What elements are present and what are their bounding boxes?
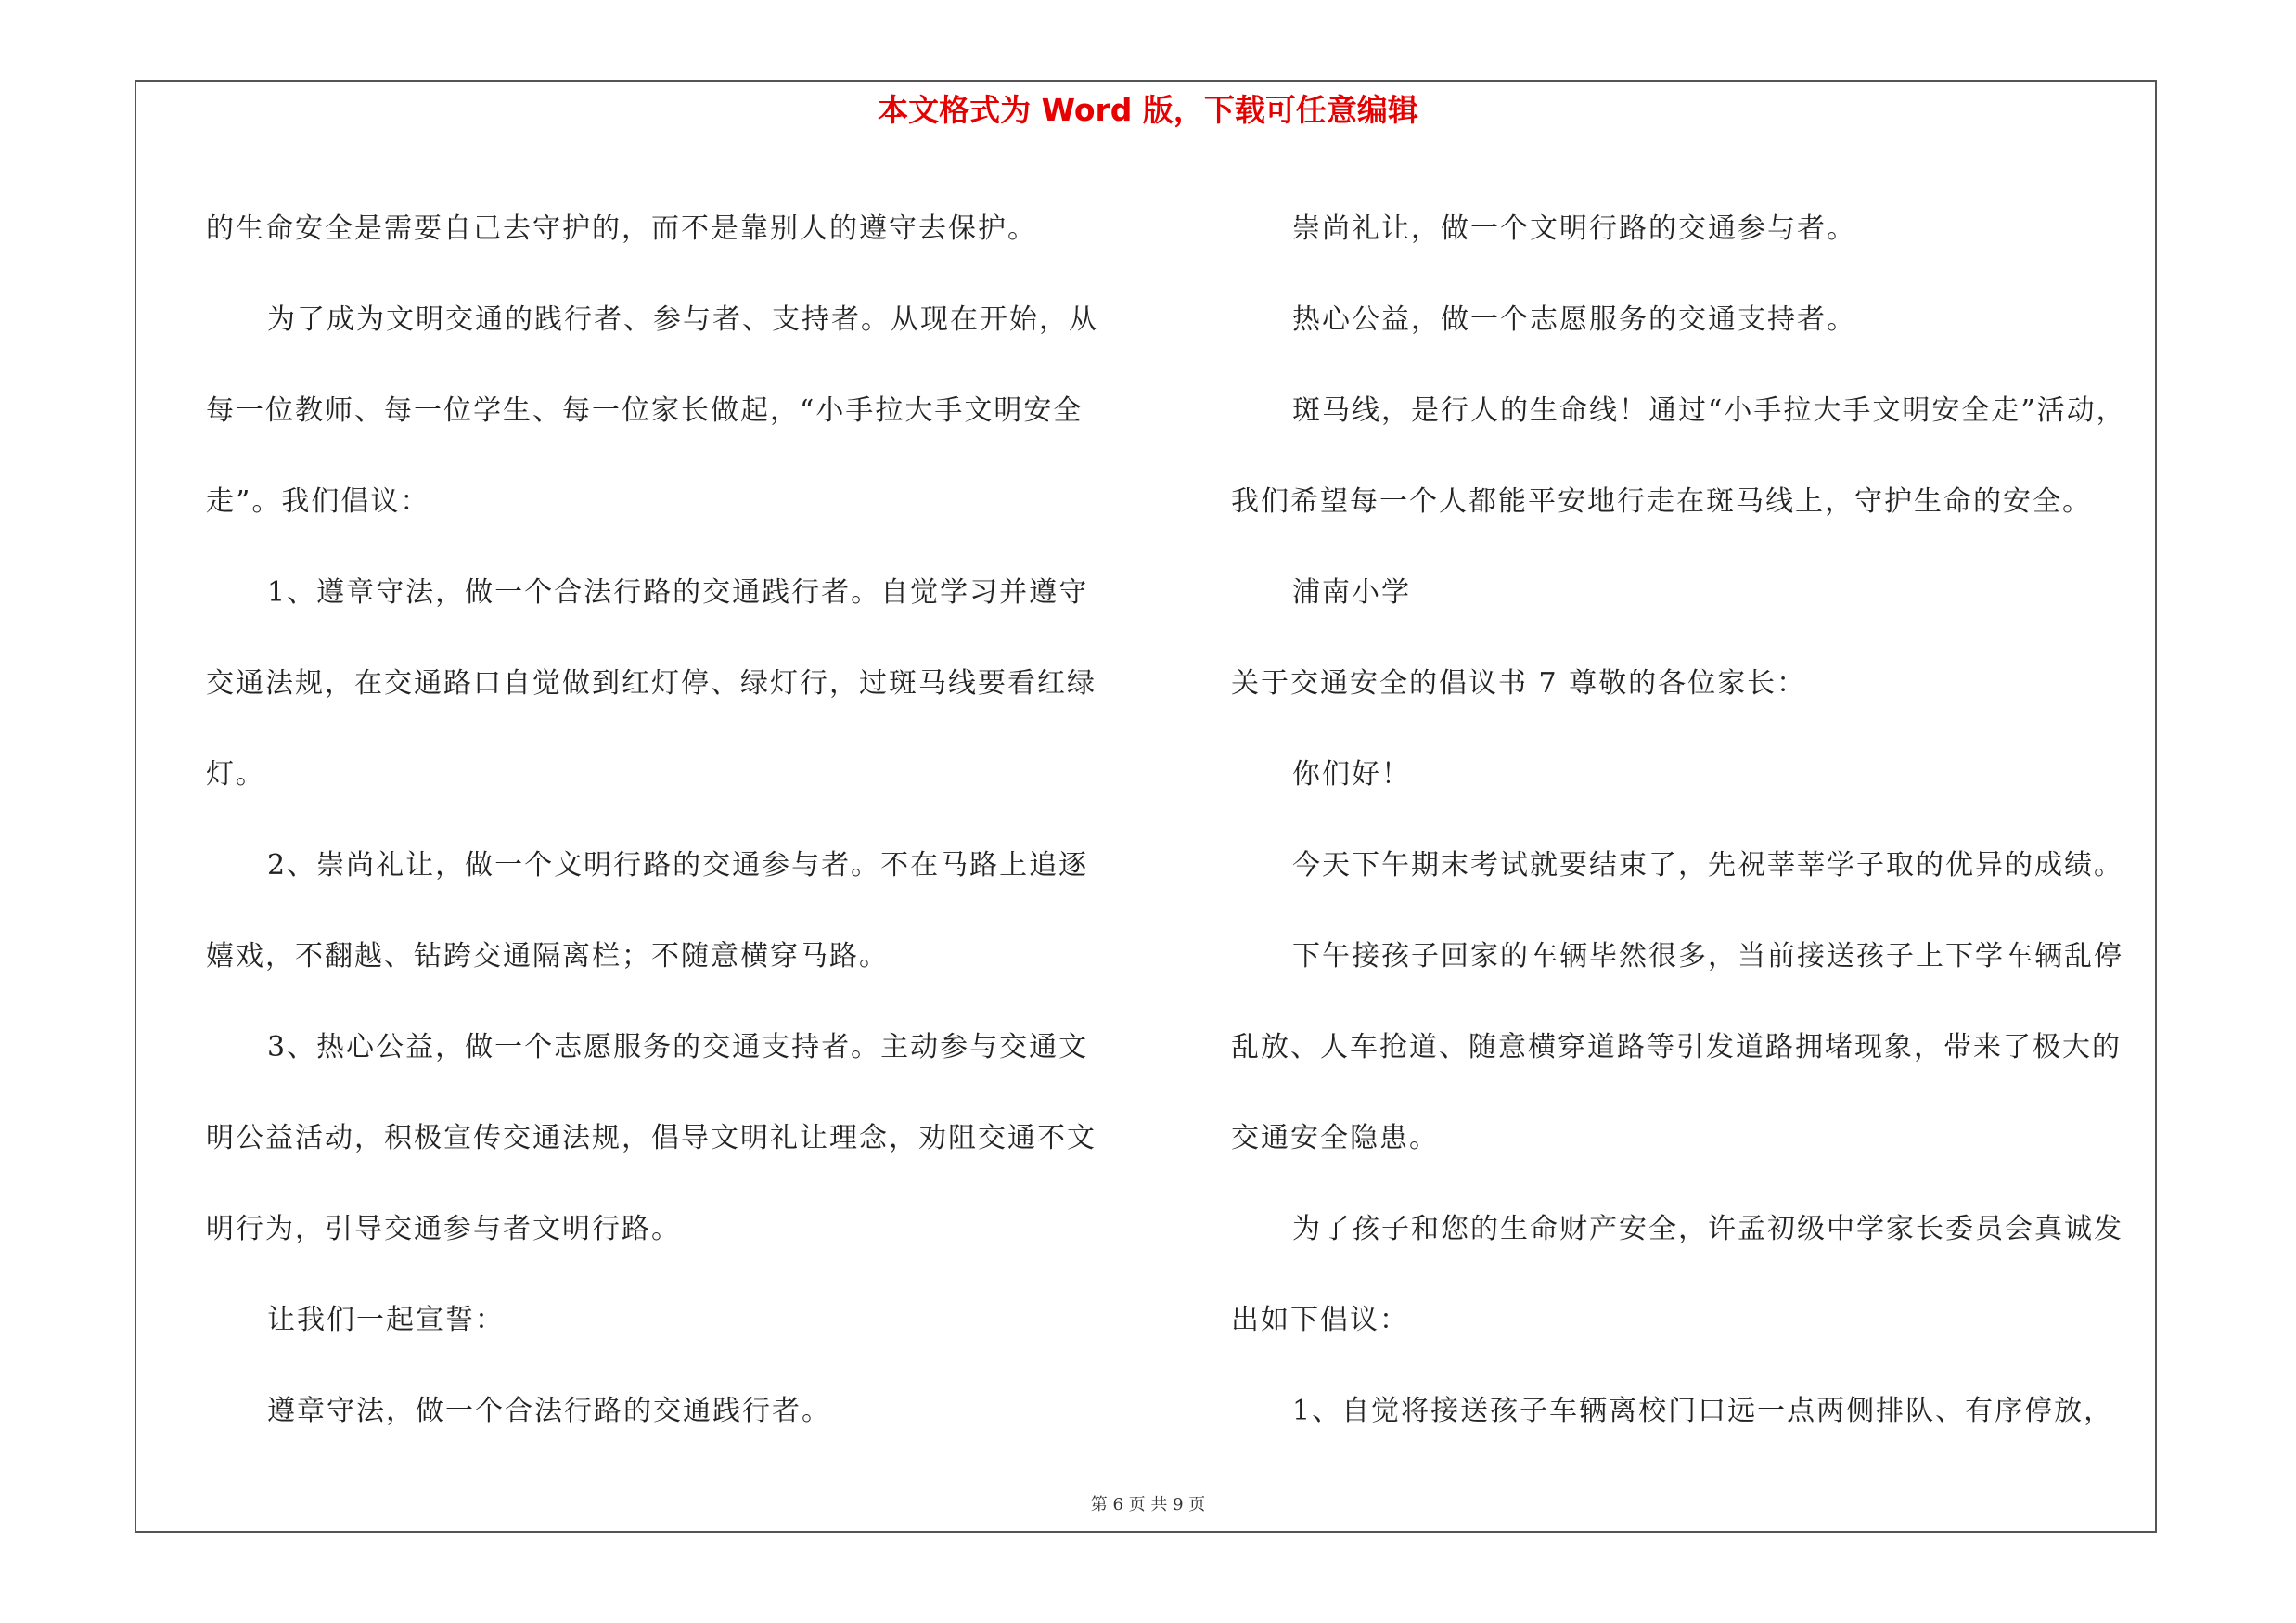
- left-line-12: 明行为，引导交通参与者文明行路。: [206, 1213, 681, 1245]
- left-line-5: 1、遵章守法，做一个合法行路的交通践行者。自觉学习并遵守: [267, 576, 1089, 609]
- right-line-10: 乱放、人车抢道、随意横穿道路等引发道路拥堵现象，带来了极大的: [1231, 1031, 2122, 1063]
- right-line-8: 今天下午期末考试就要结束了，先祝莘莘学子取的优异的成绩。: [1292, 849, 2123, 882]
- right-text-column: [1231, 184, 2168, 1457]
- left-text-column: [206, 184, 1124, 1457]
- left-line-11: 明公益活动，积极宣传交通法规，倡导文明礼让理念，劝阻交通不文: [206, 1122, 1097, 1154]
- left-line-13: 让我们一起宣誓：: [267, 1304, 505, 1336]
- page-number-footer: 第 6 页 共 9 页: [1090, 1495, 1206, 1514]
- left-line-4: 走”。我们倡议：: [206, 485, 430, 518]
- right-line-5: 浦南小学: [1292, 576, 1411, 609]
- left-line-8: 2、崇尚礼让，做一个文明行路的交通参与者。不在马路上追逐: [267, 849, 1089, 882]
- right-line-6: 关于交通安全的倡议书 7 尊敬的各位家长：: [1231, 667, 1807, 700]
- right-line-13: 出如下倡议：: [1231, 1304, 1409, 1336]
- right-line-9: 下午接孩子回家的车辆毕然很多，当前接送孩子上下学车辆乱停: [1292, 940, 2123, 973]
- left-line-14: 遵章守法，做一个合法行路的交通践行者。: [267, 1395, 831, 1427]
- left-line-9: 嬉戏，不翻越、钻跨交通隔离栏；不随意横穿马路。: [206, 940, 889, 973]
- left-line-1: 的生命安全是需要自己去守护的，而不是靠别人的遵守去保护。: [206, 213, 1037, 245]
- right-line-7: 你们好！: [1292, 758, 1411, 791]
- left-line-6: 交通法规，在交通路口自觉做到红灯停、绿灯行，过斑马线要看红绿: [206, 667, 1097, 700]
- right-line-11: 交通安全隐患。: [1231, 1122, 1439, 1154]
- right-line-4: 我们希望每一个人都能平安地行走在斑马线上，守护生命的安全。: [1231, 485, 2092, 518]
- right-line-12: 为了孩子和您的生命财产安全，许孟初级中学家长委员会真诚发: [1292, 1213, 2123, 1245]
- right-line-14: 1、自觉将接送孩子车辆离校门口远一点两侧排队、有序停放，: [1292, 1395, 2114, 1427]
- left-line-7: 灯。: [206, 758, 265, 791]
- left-line-10: 3、热心公益，做一个志愿服务的交通支持者。主动参与交通文: [267, 1031, 1089, 1063]
- right-line-3: 斑马线，是行人的生命线！通过“小手拉大手文明安全走”活动，: [1292, 394, 2126, 427]
- format-notice-banner: 本文格式为 Word 版，下载可任意编辑: [878, 92, 1418, 128]
- right-line-2: 热心公益，做一个志愿服务的交通支持者。: [1292, 303, 1856, 336]
- left-line-3: 每一位教师、每一位学生、每一位家长做起，“小手拉大手文明安全: [206, 394, 1084, 427]
- right-line-1: 崇尚礼让，做一个文明行路的交通参与者。: [1292, 213, 1856, 245]
- left-line-2: 为了成为文明交通的践行者、参与者、支持者。从现在开始，从: [267, 303, 1098, 336]
